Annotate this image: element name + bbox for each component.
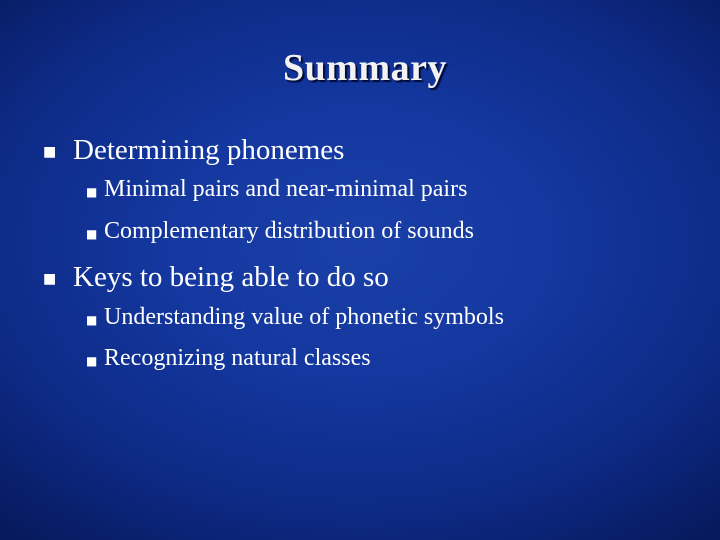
sub-bullet-text: Complementary distribution of sounds — [104, 218, 474, 244]
sub-bullet-text: Recognizing natural classes — [104, 345, 371, 371]
square-bullet-icon: ■ — [86, 354, 98, 368]
square-bullet-icon: ■ — [43, 271, 57, 287]
square-bullet-icon: ■ — [43, 144, 57, 160]
sub-bullet-text: Minimal pairs and near-minimal pairs — [104, 176, 468, 202]
square-bullet-icon: ■ — [86, 185, 98, 199]
bullet-text: Determining phonemes — [73, 134, 345, 166]
square-bullet-icon: ■ — [86, 313, 98, 327]
sub-bullet-text: Understanding value of phonetic symbols — [104, 304, 504, 330]
bullet-text: Keys to being able to do so — [73, 261, 389, 293]
square-bullet-icon: ■ — [86, 227, 98, 241]
slide-title: Summary — [283, 47, 447, 89]
